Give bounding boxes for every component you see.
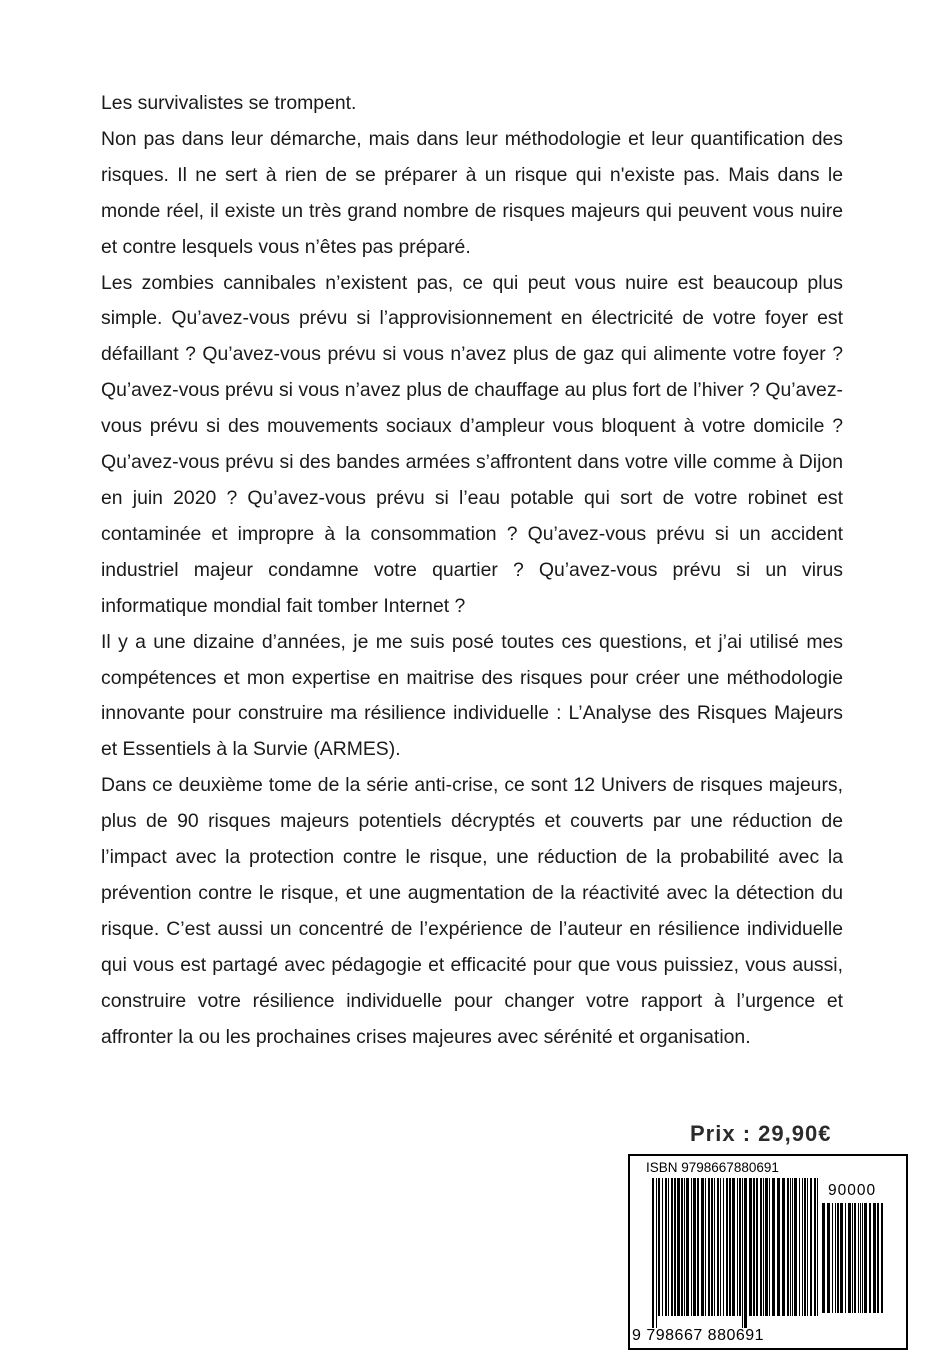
barcode-bar: [763, 1178, 764, 1316]
addon-bars: [822, 1203, 886, 1325]
barcode-bar: [782, 1178, 785, 1316]
barcode-bar: [684, 1178, 685, 1316]
barcode-bar: [726, 1178, 728, 1316]
barcode-bar: [881, 1203, 883, 1313]
barcode-bar: [691, 1178, 692, 1316]
barcode-bar: [723, 1178, 724, 1316]
barcode-bar: [662, 1178, 663, 1316]
barcode-bar: [854, 1203, 856, 1313]
barcode-bar: [732, 1178, 735, 1316]
barcode-bar: [674, 1178, 676, 1316]
barcode-bar: [817, 1178, 818, 1316]
barcode-bar: [720, 1178, 721, 1316]
barcode-bar: [804, 1178, 806, 1316]
barcode-bar: [840, 1203, 843, 1313]
barcode-digits: 9 798667 880691: [632, 1327, 765, 1344]
barcode-bar: [792, 1178, 793, 1316]
paragraph-4: Il y a une dizaine d’années, je me suis posé toutes ces questions, et j’ai utilisé mes compétences et mon expertise en maitrise des risques pour créer une méthodologie innovante pour construire ma résilience individuelle : L’Analyse des Risques Majeurs et Essentiels à la Survie (ARMES).: [101, 630, 843, 761]
barcode-bar: [652, 1178, 654, 1328]
barcode-bar: [802, 1178, 803, 1316]
barcode-bar: [877, 1203, 879, 1313]
barcode-bar: [860, 1203, 861, 1313]
isbn-label: ISBN 9798667880691: [646, 1160, 779, 1175]
isbn-barcode: [628, 1154, 908, 1350]
barcode-bar: [737, 1178, 738, 1316]
barcode-bar: [777, 1178, 780, 1316]
barcode-bar: [705, 1178, 706, 1316]
barcode-bar: [765, 1178, 768, 1316]
barcode-bar: [717, 1178, 719, 1316]
barcode-bar: [794, 1178, 797, 1316]
barcode-bar: [772, 1178, 775, 1316]
barcode-bar: [760, 1178, 762, 1316]
barcode-bar: [769, 1178, 770, 1316]
barcode-bar: [810, 1178, 812, 1316]
paragraph-1: Les survivalistes se trompent.: [101, 92, 357, 114]
barcode-bar: [711, 1178, 713, 1316]
barcode-bar: [677, 1178, 680, 1316]
barcode-bar: [671, 1178, 673, 1316]
barcode-bar: [665, 1178, 667, 1316]
barcode-bar: [693, 1178, 696, 1316]
barcode-bar: [658, 1178, 660, 1316]
barcode-bar: [807, 1178, 808, 1316]
barcode-bar: [837, 1203, 839, 1313]
barcode-bar: [787, 1178, 789, 1316]
barcode-bar: [799, 1178, 800, 1316]
barcode-bar: [852, 1203, 853, 1313]
barcode-bar: [681, 1178, 683, 1316]
paragraph-3: Les zombies cannibales n’existent pas, ce qui peut vous nuire est beaucoup plus simple. Qu’avez-vous prévu si l’approvisionnement en électricité de votre foyer est défaillant ? Qu’avez-vous prévu si vous n’avez plus de gaz qui alimente votre foyer ? Qu’avez-vous prévu si vous n’avez plus de chauffage au plus fort de l’hiver ? Qu’avez-vous prévu si des mouvements sociaux d’ampleur vous bloquent à votre domicile ? Qu’avez-vous prévu si des bandes armées s’affrontent dans votre ville comme à Dijon en juin 2020 ? Qu’avez-vous prévu si l’eau potable qui sort de votre robinet est contaminée et impropre à la consommation ? Qu’avez-vous prévu si un accident industriel majeur condamne votre quartier ? Qu’avez-vous prévu si un virus informatique mondial fait tomber Internet ?: [101, 271, 843, 617]
barcode-bar: [668, 1178, 669, 1316]
barcode-bar: [739, 1178, 741, 1316]
barcode-bar: [858, 1203, 859, 1313]
barcode-bar: [832, 1203, 833, 1313]
barcode-bar: [864, 1203, 867, 1313]
barcode-bar: [814, 1178, 816, 1316]
barcode-bar: [835, 1203, 836, 1313]
barcode-bar: [697, 1178, 699, 1316]
barcode-bar: [848, 1203, 851, 1313]
barcode-bar: [744, 1178, 747, 1328]
barcode-bar: [742, 1178, 743, 1328]
back-cover-text: [101, 86, 843, 1055]
barcode-bar: [753, 1178, 755, 1316]
barcode-bar: [862, 1203, 863, 1313]
price-label: Prix : 29,90€: [690, 1121, 832, 1146]
barcode-bar: [845, 1203, 846, 1313]
barcode-bar: [873, 1203, 876, 1313]
barcode-bar: [714, 1178, 715, 1316]
barcode-bar: [869, 1203, 871, 1313]
barcode-bar: [790, 1178, 791, 1316]
barcode-bar: [686, 1178, 689, 1316]
barcode-bar: [656, 1178, 657, 1328]
addon-number: 90000: [828, 1182, 877, 1199]
barcode-bar: [756, 1178, 758, 1316]
barcode-bar: [749, 1178, 752, 1316]
barcode-bar: [822, 1203, 825, 1313]
paragraph-5: Dans ce deuxième tome de la série anti-crise, ce sont 12 Univers de risques majeurs, plus de 90 risques majeurs potentiels décryptés et couverts par une réduction de l’impact avec la protection contre le risque, une réduction de la probabilité avec la prévention contre le risque, et une augmentation de la réactivité avec la détection du risque. C’est aussi un concentré de l’expérience de l’auteur en résilience individuelle qui vous est partagé avec pédagogie et efficacité pour que vous puissiez, vous aussi, construire votre résilience individuelle pour changer votre rapport à l’urgence et affronter la ou les prochaines crises majeures avec sérénité et organisation.: [101, 774, 843, 1048]
paragraph-2: Non pas dans leur démarche, mais dans leur méthodologie et leur quantification des risques. Il ne sert à rien de se préparer à un risque qui n'existe pas. Mais dans le monde réel, il existe un très grand nombre de risques majeurs qui peuvent vous nuire et contre lesquels vous n’êtes pas préparé.: [101, 127, 843, 258]
barcode-bar: [827, 1203, 830, 1313]
barcode-bars: [652, 1178, 820, 1328]
barcode-bar: [729, 1178, 731, 1316]
barcode-bar: [708, 1178, 710, 1316]
barcode-bar: [701, 1178, 704, 1316]
